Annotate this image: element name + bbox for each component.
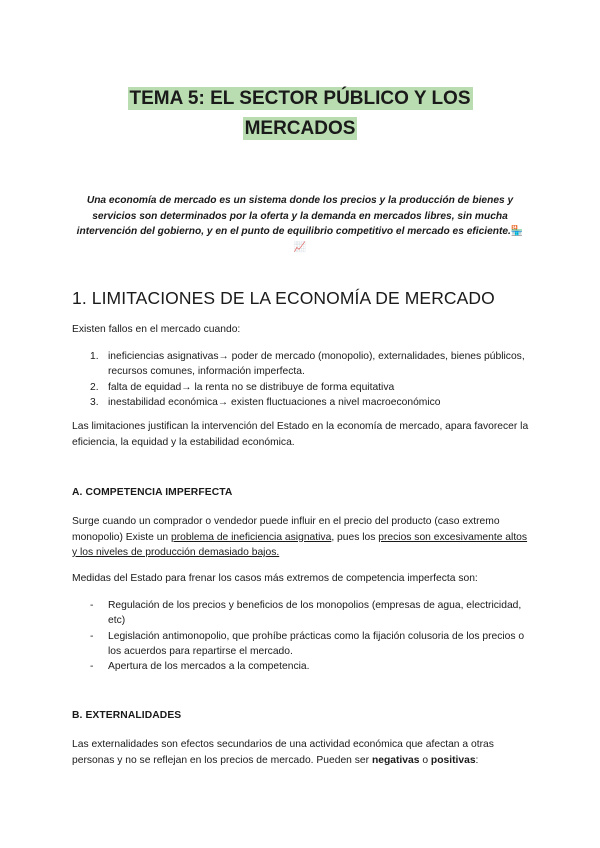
list-marker: 1. bbox=[90, 351, 99, 362]
list-item-text: inestabilidad económica→ existen fluctuaciones a nivel macroeconómico bbox=[108, 396, 441, 408]
bold-term: positivas bbox=[430, 754, 476, 766]
intro-paragraph bbox=[72, 193, 528, 255]
list-item bbox=[72, 395, 532, 410]
list-marker: - bbox=[90, 661, 94, 673]
list-item-text: Apertura de los mercados a la competencia. bbox=[108, 661, 310, 673]
section-a-paragraph-1: Surge cuando un comprador o vendedor puede influir en el precio del producto (caso extremo monopolio) Existe un problema de ineficiencia asignativa, pues los precios son excesivamente altos y los niveles de producción demasiado bajos. bbox=[72, 516, 528, 558]
bold-term: negativas bbox=[371, 754, 420, 766]
list-item bbox=[72, 380, 532, 395]
section-a-list bbox=[72, 598, 532, 674]
list-item-text: Regulación de los precios y beneficios de los monopolios (empresas de agua, electricidad, etc) bbox=[108, 600, 522, 627]
list-item-text: ineficiencias asignativas→ poder de mercado (monopolio), externalidades, bienes públicos, recursos comunes, información imperfecta. bbox=[108, 351, 525, 378]
list-item bbox=[72, 659, 532, 674]
section-b-heading: B. EXTERNALIDADES bbox=[72, 710, 182, 721]
section-a-paragraph-2: Medidas del Estado para frenar los casos más extremos de competencia imperfecta son: bbox=[72, 573, 478, 584]
section-1-closing: Las limitaciones justifican la intervención del Estado en la economía de mercado, apara favorecer la eficiencia, la equidad y la estabilidad económica. bbox=[72, 421, 529, 448]
section-b-paragraph: Las externalidades son efectos secundarios de una actividad económica que afectan a otras personas y no se reflejan en los precios de mercado. Pueden ser negativas o positivas: bbox=[72, 739, 494, 766]
section-1-list bbox=[72, 349, 532, 410]
underlined-phrase: problema de ineficiencia asignativa bbox=[171, 531, 332, 543]
intro-text: Una economía de mercado es un sistema donde los precios y la producción de bienes y servicios son determinados por la oferta y la demanda en mercados libres, sin mucha intervención del gobierno, y en el punto de equilibrio competitivo el mercado es eficiente. bbox=[76, 195, 514, 238]
section-1-heading: 1. LIMITACIONES DE LA ECONOMÍA DE MERCADO bbox=[72, 288, 495, 308]
list-item bbox=[72, 629, 532, 660]
document-title bbox=[0, 84, 600, 144]
store-chart-emoji-icon: 🏪📈 bbox=[293, 226, 524, 253]
list-marker: 3. bbox=[90, 396, 99, 408]
list-item bbox=[72, 349, 532, 380]
underlined-phrase: precios son excesivamente altos y los niveles de producción demasiado bajos. bbox=[72, 531, 528, 558]
section-a-heading: A. COMPETENCIA IMPERFECTA bbox=[72, 487, 233, 498]
section-1-lead: Existen fallos en el mercado cuando: bbox=[72, 324, 241, 335]
list-marker: - bbox=[90, 630, 94, 642]
title-line-2: MERCADOS bbox=[244, 118, 356, 139]
list-item-text: falta de equidad→ la renta no se distribuye de forma equitativa bbox=[108, 381, 395, 393]
list-marker: 2. bbox=[90, 381, 99, 393]
title-line-1: TEMA 5: EL SECTOR PÚBLICO Y LOS bbox=[129, 88, 471, 109]
list-marker: - bbox=[90, 600, 94, 611]
list-item-text: Legislación antimonopolio, que prohíbe prácticas como la fijación colusoria de los precios o los acuerdos para repartirse el mercado. bbox=[108, 630, 525, 657]
list-item bbox=[72, 598, 532, 629]
